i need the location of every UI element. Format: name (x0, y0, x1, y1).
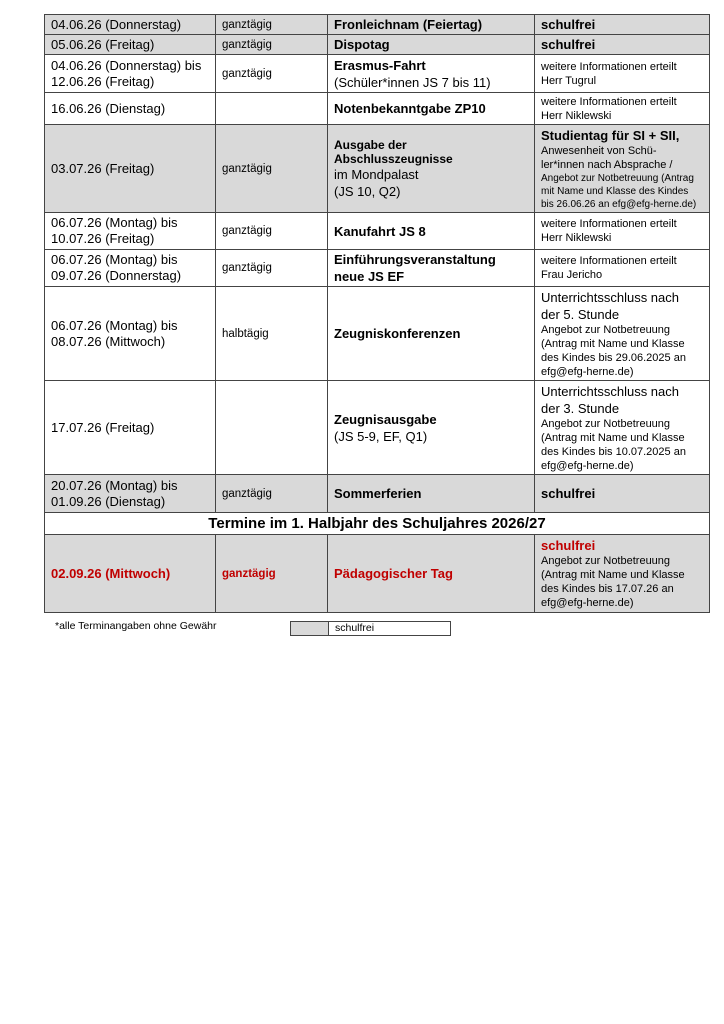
note-cell: weitere Informationen erteilt Herr Niklewski (535, 213, 710, 250)
note-cell: schulfrei (535, 475, 710, 513)
table-row (45, 93, 710, 125)
date-cell: 04.06.26 (Donnerstag) (45, 15, 216, 35)
date-cell: 02.09.26 (Mittwoch) (45, 535, 216, 613)
table-row (45, 213, 710, 250)
duration-cell: ganztägig (216, 213, 328, 250)
duration-cell: halbtägig (216, 287, 328, 381)
event-cell: Kanufahrt JS 8 (328, 213, 535, 250)
event-cell: Erasmus-Fahrt (Schüler*innen JS 7 bis 11) (328, 55, 535, 93)
duration-cell: ganztägig (216, 475, 328, 513)
note-cell: schulfrei (535, 35, 710, 55)
duration-cell: ganztägig (216, 35, 328, 55)
note-cell: Unterrichtsschluss nach der 3. Stunde Angebot zur Notbetreuung (Antrag mit Name und Klasse des Kindes bis 10.07.2025 an efg@efg-herne.de) (535, 381, 710, 475)
duration-cell: ganztägig (216, 250, 328, 287)
table-row (45, 475, 710, 513)
duration-cell (216, 381, 328, 475)
table-row (45, 125, 710, 213)
table-row (45, 35, 710, 55)
note-cell: schulfrei Angebot zur Notbetreuung (Antrag mit Name und Klasse des Kindes bis 17.07.26 an efg@efg-herne.de) (535, 535, 710, 613)
event-cell: Einführungsveranstaltung neue JS EF (328, 250, 535, 287)
duration-cell: ganztägig (216, 55, 328, 93)
legend (290, 621, 451, 636)
table-row (45, 55, 710, 93)
event-cell: Fronleichnam (Feiertag) (328, 15, 535, 35)
date-cell: 16.06.26 (Dienstag) (45, 93, 216, 125)
note-cell: Studientag für SI + SII, Anwesenheit von Schü- ler*innen nach Absprache / Angebot zur Notbetreuung (Antrag mit Name und Klasse des Kindes bis 26.06.26 an efg@efg-herne.de) (535, 125, 710, 213)
event-cell: Zeugniskonferenzen (328, 287, 535, 381)
legend-label: schulfrei (335, 622, 375, 634)
event-cell: Sommerferien (328, 475, 535, 513)
table-row (45, 535, 710, 613)
event-cell: Zeugnisausgabe (JS 5-9, EF, Q1) (328, 381, 535, 475)
date-cell: 17.07.26 (Freitag) (45, 381, 216, 475)
note-cell: Unterrichtsschluss nach der 5. Stunde Angebot zur Notbetreuung (Antrag mit Name und Klasse des Kindes bis 29.06.2025 an efg@efg-herne.de) (535, 287, 710, 381)
legend-swatch (291, 622, 329, 635)
note-cell: weitere Informationen erteilt Herr Niklewski (535, 93, 710, 125)
table-row (45, 287, 710, 381)
note-cell: weitere Informationen erteilt Frau Jericho (535, 250, 710, 287)
date-cell: 20.07.26 (Montag) bis 01.09.26 (Dienstag) (45, 475, 216, 513)
date-cell: 06.07.26 (Montag) bis 09.07.26 (Donnerstag) (45, 250, 216, 287)
note-cell: weitere Informationen erteilt Herr Tugrul (535, 55, 710, 93)
note-cell: schulfrei (535, 15, 710, 35)
duration-cell (216, 93, 328, 125)
event-cell: Dispotag (328, 35, 535, 55)
date-cell: 06.07.26 (Montag) bis 10.07.26 (Freitag) (45, 213, 216, 250)
date-cell: 04.06.26 (Donnerstag) bis 12.06.26 (Freitag) (45, 55, 216, 93)
event-cell: Notenbekanntgabe ZP10 (328, 93, 535, 125)
duration-cell: ganztägig (216, 535, 328, 613)
date-cell: 05.06.26 (Freitag) (45, 35, 216, 55)
footnote: *alle Terminangaben ohne Gewähr (55, 620, 217, 632)
schedule-table (44, 14, 710, 613)
section-heading: Termine im 1. Halbjahr des Schuljahres 2026/27 (45, 513, 710, 535)
duration-cell: ganztägig (216, 15, 328, 35)
event-cell: Ausgabe der Abschlusszeugnisse im Mondpalast (JS 10, Q2) (328, 125, 535, 213)
table-row (45, 250, 710, 287)
date-cell: 03.07.26 (Freitag) (45, 125, 216, 213)
event-cell: Pädagogischer Tag (328, 535, 535, 613)
table-row (45, 15, 710, 35)
section-heading-row (45, 513, 710, 535)
table-row (45, 381, 710, 475)
date-cell: 06.07.26 (Montag) bis 08.07.26 (Mittwoch) (45, 287, 216, 381)
duration-cell: ganztägig (216, 125, 328, 213)
